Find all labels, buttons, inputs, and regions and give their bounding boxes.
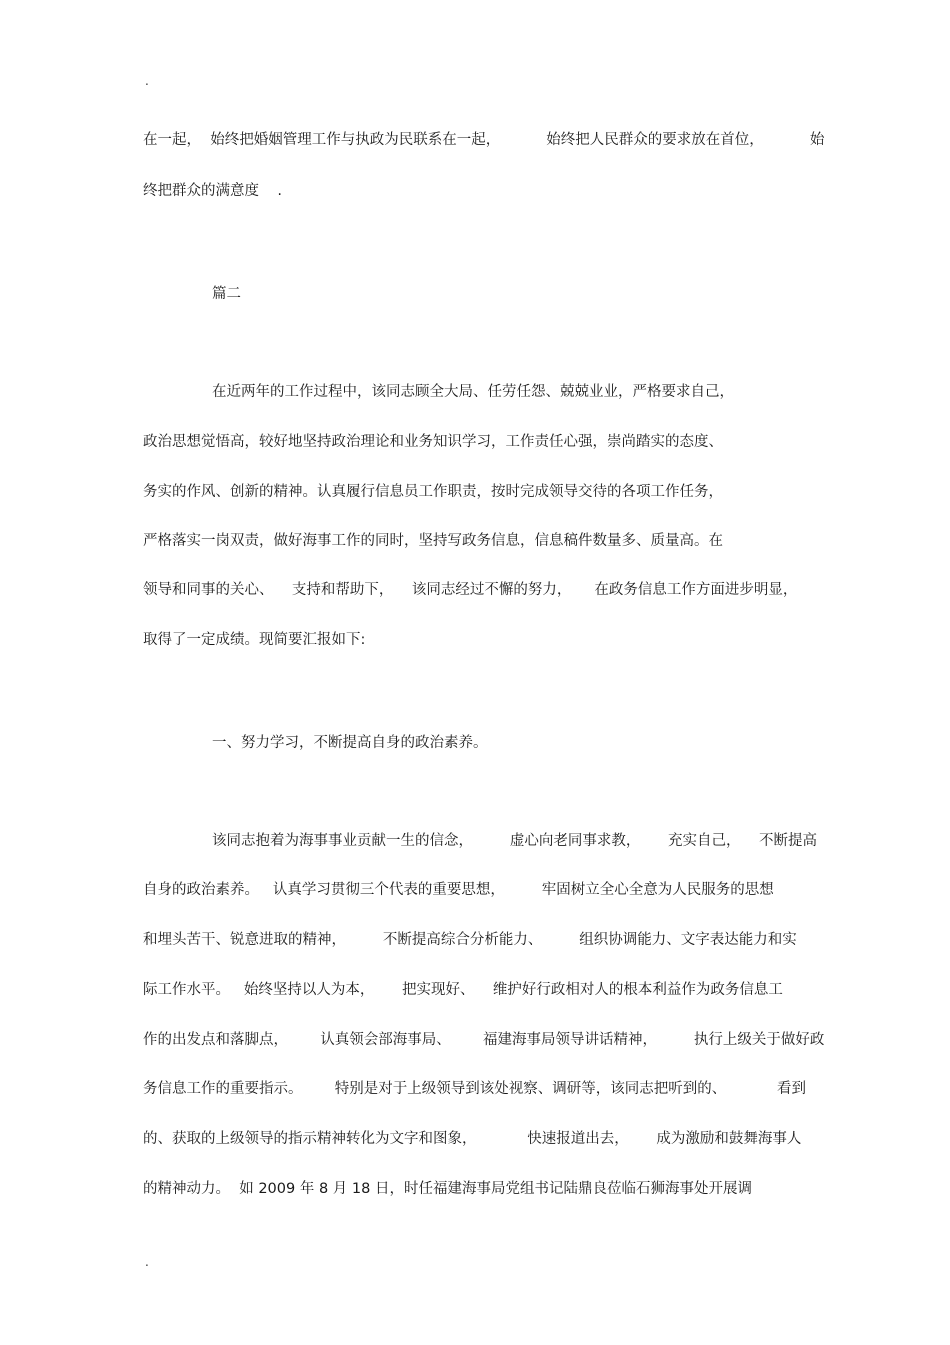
text-line-1: 在一起， 始终把婚姻管理工作与执政为民联系在一起， 始终把人民群众的要求放在首位， 始 (143, 132, 825, 148)
body-line-4: 际工作水平。 始终坚持以人为本， 把实现好、 维护好行政相对人的根本利益作为政务信息工 (143, 982, 783, 998)
paragraph-line-1: 在近两年的工作过程中，该同志顾全大局、任劳任怨、兢兢业业，严格要求自己， (212, 384, 734, 400)
body-line-5: 作的出发点和落脚点， 认真领会部海事局、 福建海事局领导讲话精神， 执行上级关于做好政 (143, 1032, 825, 1048)
section-heading-part-two: 篇二 (212, 286, 241, 302)
paragraph-line-2: 政治思想觉悟高，较好地坚持政治理论和业务知识学习，工作责任心强，崇尚踏实的态度、 (143, 434, 723, 450)
body-line-1: 该同志抱着为海事事业贡献一生的信念， 虚心向老同事求教， 充实自己， 不断提高 (212, 833, 817, 849)
paragraph-line-3: 务实的作风、创新的精神。认真履行信息员工作职责，按时完成领导交待的各项工作任务， (143, 484, 723, 500)
paragraph-line-5: 领导和同事的关心、 支持和帮助下， 该同志经过不懈的努力， 在政务信息工作方面进步明显， (143, 582, 798, 598)
section-heading-one: 一、努力学习，不断提高自身的政治素养。 (212, 735, 488, 751)
body-line-2: 自身的政治素养。 认真学习贯彻三个代表的重要思想， 牢固树立全心全意为人民服务的思想 (143, 882, 774, 898)
body-line-8: 的精神动力。 如 2009 年 8 月 18 日，时任福建海事局党组书记陆鼎良莅临石狮海事处开展调 (143, 1181, 752, 1197)
text-line-2: 终把群众的满意度 . (143, 183, 283, 199)
body-line-6: 务信息工作的重要指示。 特别是对于上级领导到该处视察、调研等，该同志把听到的、 看到 (143, 1081, 806, 1097)
body-line-7: 的、获取的上级领导的指示精神转化为文字和图象， 快速报道出去， 成为激励和鼓舞海事人 (143, 1131, 802, 1147)
footer-mark: . (145, 1255, 149, 1269)
header-mark: . (145, 74, 149, 88)
paragraph-line-4: 严格落实一岗双责，做好海事工作的同时，坚持写政务信息，信息稿件数量多、质量高。在 (143, 533, 723, 549)
paragraph-line-6: 取得了一定成绩。现简要汇报如下: (143, 632, 366, 648)
body-line-3: 和埋头苦干、锐意进取的精神， 不断提高综合分析能力、 组织协调能力、文字表达能力和实 (143, 932, 797, 948)
